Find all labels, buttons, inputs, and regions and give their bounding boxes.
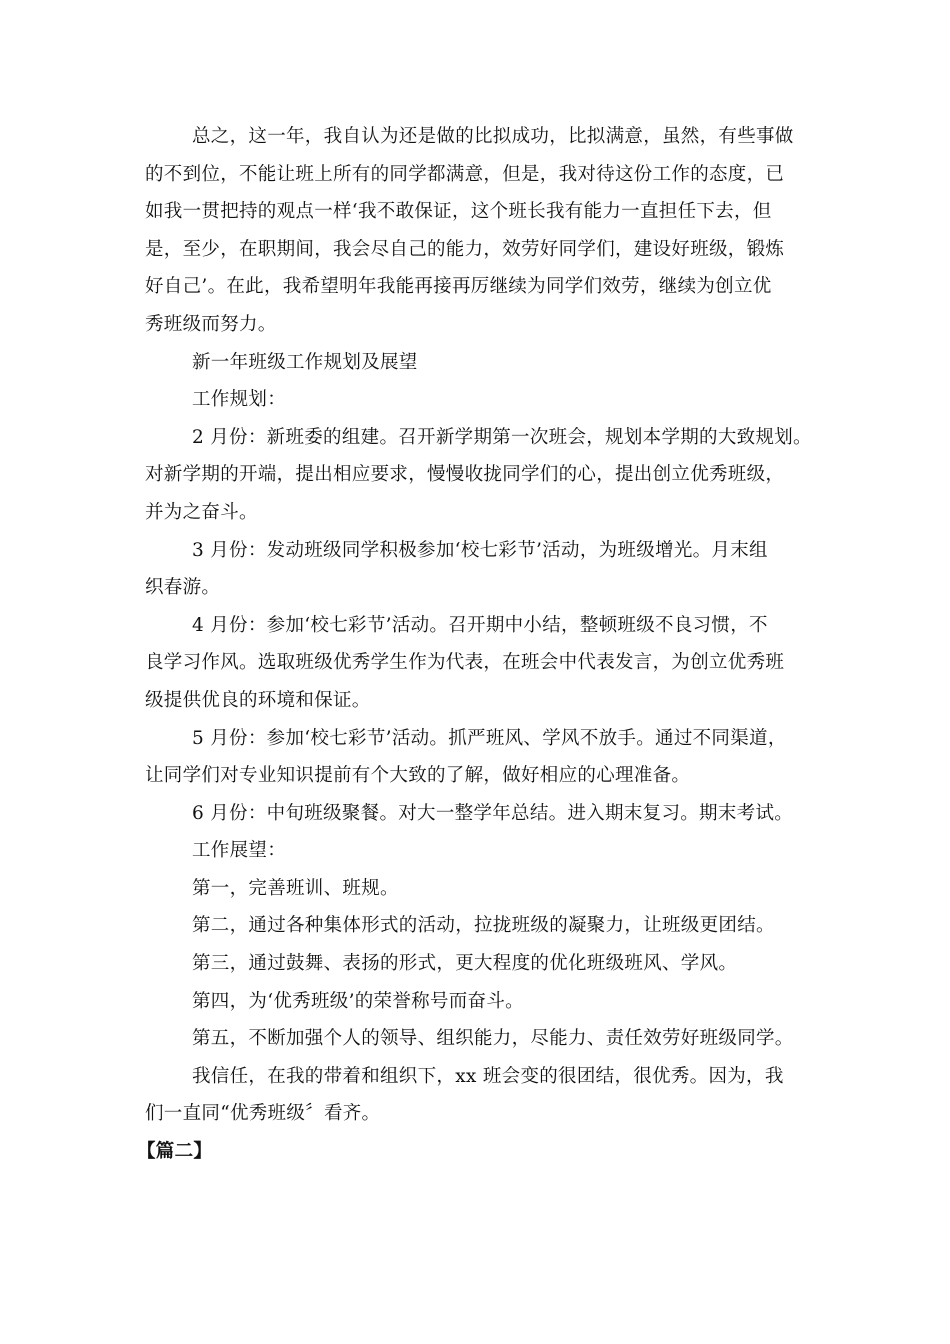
text-line: 良学习作风。选取班级优秀学生作为代表，在班会中代表发言，为创立优秀班 xyxy=(145,652,785,674)
text-line: 的不到位，不能让班上所有的同学都满意，但是，我对待这份工作的态度，已 xyxy=(145,163,785,185)
text-line: 好自己’。在此，我希望明年我能再接再厉继续为同学们效劳，继续为创立优 xyxy=(145,276,772,298)
text-line: 总之，这一年，我自认为还是做的比拟成功，比拟满意，虽然，有些事做 xyxy=(192,126,794,147)
text-line: 们一直同“优秀班级〞看齐。 xyxy=(145,1103,381,1125)
text-line: 新一年班级工作规划及展望 xyxy=(192,351,418,373)
paragraph-lines xyxy=(145,118,810,1133)
text-line: 级提供优良的环境和保证。 xyxy=(145,689,371,711)
text-line: 4 月份：参加‘校七彩节’活动。召开期中小结，整顿班级不良习惯，不 xyxy=(192,614,768,636)
text-line: 第一，完善班训、班规。 xyxy=(192,877,399,899)
text-line: 工作展望： xyxy=(192,840,287,862)
text-line: 第二，通过各种集体形式的活动，拉拢班级的凝聚力，让班级更团结。 xyxy=(192,915,775,937)
text-line: 秀班级而努力。 xyxy=(145,313,277,335)
text-line: 对新学期的开端，提出相应要求，慢慢收拢同学们的心，提出创立优秀班级， xyxy=(145,464,785,486)
text-line: 第三，通过鼓舞、表扬的形式，更大程度的优化班级班风、学风。 xyxy=(192,953,738,975)
text-line: 3 月份：发动班级同学积极参加‘校七彩节’活动，为班级增光。月末组 xyxy=(192,539,768,561)
text-line: 6 月份：中旬班级聚餐。对大一整学年总结。进入期末复习。期末考试。 xyxy=(192,802,794,824)
text-line: 第四，为‘优秀班级’的荣誉称号而奋斗。 xyxy=(192,990,524,1012)
text-line: 织春游。 xyxy=(145,577,221,599)
section-heading: 【篇二】 xyxy=(137,1141,213,1163)
text-line: 我信任，在我的带着和组织下，xx 班会变的很团结，很优秀。因为，我 xyxy=(192,1065,784,1087)
text-line: 让同学们对专业知识提前有个大致的了解，做好相应的心理准备。 xyxy=(145,765,691,787)
text-line: 工作规划： xyxy=(192,389,287,411)
text-line: 如我一贯把持的观点一样‘我不敢保证，这个班长我有能力一直担任下去，但 xyxy=(145,201,772,223)
text-line: 2 月份：新班委的组建。召开新学期第一次班会，规划本学期的大致规划。 xyxy=(192,426,812,448)
document-body xyxy=(137,118,812,1171)
text-line: 第五，不断加强个人的领导、组织能力，尽能力、责任效劳好班级同学。 xyxy=(192,1028,794,1050)
text-line: 5 月份：参加‘校七彩节’活动。抓严班风、学风不放手。通过不同渠道， xyxy=(192,727,787,749)
text-line: 并为之奋斗。 xyxy=(145,501,258,523)
text-line: 是，至少，在职期间，我会尽自己的能力，效劳好同学们，建设好班级，锻炼 xyxy=(145,238,785,260)
